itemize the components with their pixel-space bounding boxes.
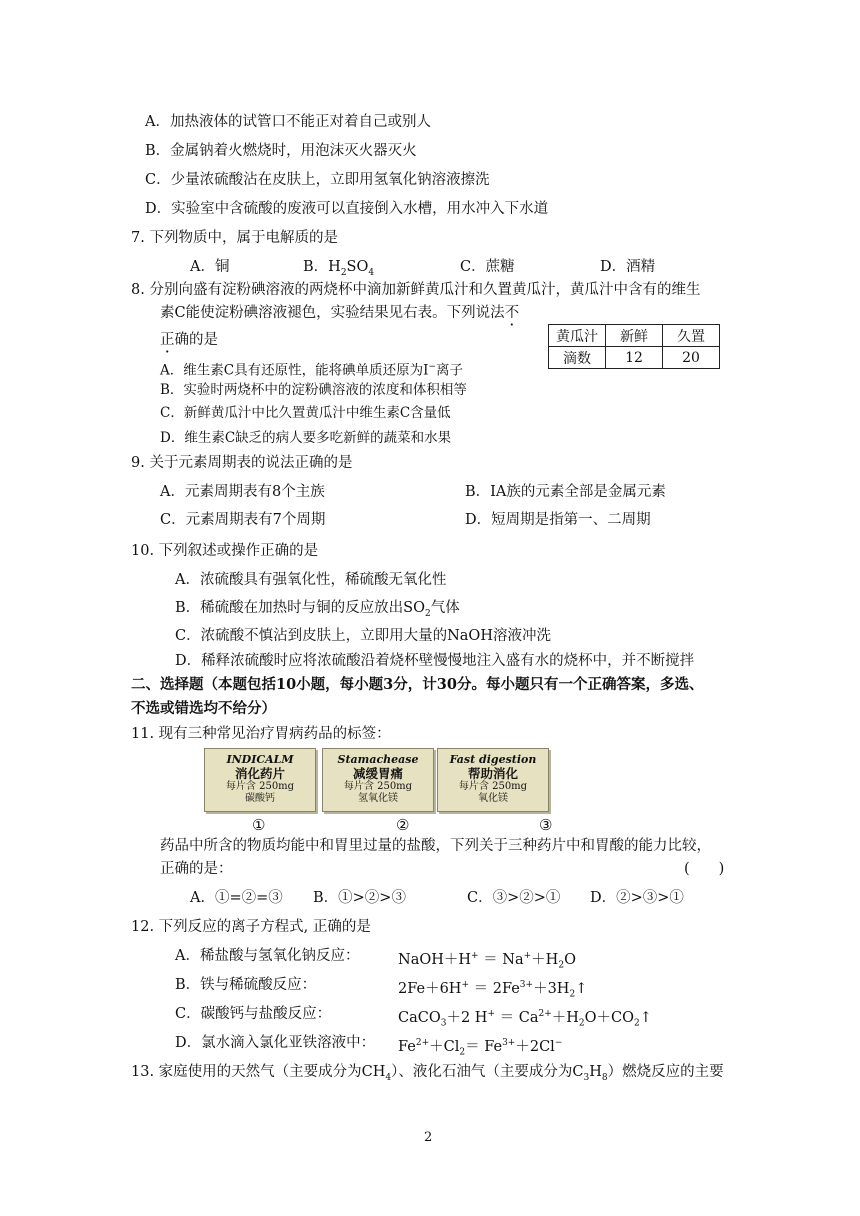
q10-stem: 10. 下列叙述或操作正确的是 — [131, 543, 319, 559]
q12-equation-c: CaCO$_3$＋2 $H^+ = Ca^{2+}+H_2O+CO_2↑$ — [398, 1009, 652, 1029]
q7-option-c: C．蔗糖 — [460, 259, 515, 275]
answer-paren: ( ) — [684, 861, 725, 877]
emphasis-correct: 正 — [160, 332, 175, 348]
q9-option-d: D．短周期是指第一、二周期 — [465, 512, 651, 528]
q12-equation-a: NaOH＋H+ ＝ $Na^++H_2O$ — [398, 951, 576, 971]
q12-option-b: B．铁与稀硫酸反应： — [175, 977, 317, 993]
q11-option-a: A．①=②=③ — [190, 890, 283, 906]
q7-option-d: D．酒精 — [600, 259, 656, 275]
q8-stem-line3: 正确的是 — [160, 332, 218, 348]
q8-stem-line2: 素C能使淀粉碘溶液褪色，实验结果见右表。下列说法不 — [160, 305, 520, 321]
q8-option-a: A．维生素C具有还原性，能将碘单质还原为I−离子 — [160, 362, 463, 379]
medicine-label-3 — [437, 748, 549, 812]
table-header-juice: 黄瓜汁 — [549, 325, 606, 347]
q6-option-c: C．少量浓硫酸沾在皮肤上，立即用氢氧化钠溶液擦洗 — [145, 172, 490, 188]
q7-stem: 7. 下列物质中，属于电解质的是 — [131, 230, 338, 246]
q9-option-a: A．元素周期表有8个主族 — [160, 484, 325, 500]
q10-option-b: B．稀硫酸在加热时与铜的反应放出$SO_2$气体 — [175, 600, 460, 619]
label-number-3: ③ — [539, 816, 553, 834]
q8-option-d: D．维生素C缺乏的病人要多吃新鲜的蔬菜和水果 — [160, 430, 452, 446]
section-heading-line2: 不选或错选均不给分） — [131, 700, 276, 717]
q11-text-line2: 正确的是： — [160, 861, 233, 877]
label-title: 帮助消化 — [467, 766, 518, 781]
q6-option-b: B．金属钠着火燃烧时，用泡沫灭火器灭火 — [145, 143, 417, 159]
table-cell-fresh-drops: 12 — [606, 347, 663, 369]
table-cell-drops: 滴数 — [549, 347, 606, 369]
q9-option-c: C．元素周期表有7个周期 — [160, 512, 326, 528]
label-number-2: ② — [396, 816, 410, 834]
label-title: 消化药片 — [234, 766, 285, 781]
q10-option-d: D．稀释浓硫酸时应将浓硫酸沿着烧杯壁慢慢地注入盛有水的烧杯中，并不断搅拌 — [175, 653, 695, 669]
label-ingredient: 氧化镁 — [478, 793, 508, 804]
q7-option-a: A．铜 — [190, 259, 230, 275]
q11-option-b: B．①>②>③ — [313, 890, 406, 906]
section-heading-line1: 二、选择题（本题包括10小题，每小题3分，计30分。每小题只有一个正确答案，多选、 — [131, 676, 704, 693]
label-dose: 每片含 250mg — [225, 781, 295, 792]
q6-option-d: D．实验室中含硫酸的废液可以直接倒入水槽，用水冲入下水道 — [145, 201, 549, 217]
label-ingredient: 氢氧化镁 — [358, 793, 398, 804]
table-cell-stale-drops: 20 — [663, 347, 720, 369]
q11-text-line1: 药品中所含的物质均能中和胃里过量的盐酸，下列关于三种药片中和胃酸的能力比较， — [160, 838, 711, 854]
emphasis-not: 不 — [504, 305, 520, 321]
table-header-stale: 久置 — [663, 325, 720, 347]
q10-option-a: A．浓硫酸具有强氧化性，稀硫酸无氧化性 — [175, 572, 447, 588]
q6-option-a: A．加热液体的试管口不能正对着自己或别人 — [145, 114, 431, 130]
q7-option-b: B．$H_2SO_4$ — [303, 259, 375, 278]
cucumber-juice-table — [548, 324, 720, 369]
q8-option-b: B．实验时两烧杯中的淀粉碘溶液的浓度和体积相等 — [160, 382, 467, 398]
q11-option-d: D．②>③>① — [590, 890, 684, 906]
q10-option-c: C．浓硫酸不慎沾到皮肤上，立即用大量的NaOH溶液冲洗 — [175, 628, 551, 644]
table-row — [549, 347, 720, 369]
medicine-label-1 — [204, 748, 316, 812]
q12-option-d: D．氯水滴入氯化亚铁溶液中： — [175, 1035, 376, 1051]
q12-option-a: A．稀盐酸与氢氧化钠反应： — [175, 948, 360, 964]
q11-option-c: C．③>②>① — [467, 890, 561, 906]
label-number-1: ① — [252, 816, 266, 834]
q8-option-c: C．新鲜黄瓜汁中比久置黄瓜汁中维生素C含量低 — [160, 405, 451, 421]
q12-equation-b: $2Fe+6H^+ = 2Fe^{3+}+3H_2↑$ — [398, 980, 588, 1000]
q11-stem: 11. 现有三种常见治疗胃病药品的标签： — [131, 726, 391, 742]
medicine-label-2 — [322, 748, 434, 812]
label-brand: INDICALM — [226, 753, 294, 766]
q12-equation-d: $Fe^{2+}+Cl_2= Fe^{3+}+2Cl^-$ — [398, 1038, 563, 1058]
table-header-fresh: 新鲜 — [606, 325, 663, 347]
q8-stem-line1: 8. 分别向盛有淀粉碘溶液的两烧杯中滴加新鲜黄瓜汁和久置黄瓜汁，黄瓜汁中含有的维生 — [131, 282, 701, 298]
q12-option-c: C．碳酸钙与盐酸反应： — [175, 1006, 332, 1022]
page-number: 2 — [424, 1130, 433, 1145]
q9-stem: 9. 关于元素周期表的说法正确的是 — [131, 455, 353, 471]
label-dose: 每片含 250mg — [343, 781, 413, 792]
label-brand: Stamachease — [337, 753, 419, 766]
q9-option-b: B．ⅠA族的元素全部是金属元素 — [465, 484, 666, 500]
label-title: 减缓胃痛 — [352, 766, 403, 781]
q12-stem: 12. 下列反应的离子方程式, 正确的是 — [131, 919, 371, 935]
q13-stem: 13. 家庭使用的天然气（主要成分为$CH_4$）、液化石油气（主要成分为$C_3H_8$）燃烧反应的主要 — [131, 1064, 724, 1083]
label-ingredient: 碳酸钙 — [245, 793, 275, 804]
label-brand: Fast digestion — [449, 753, 537, 766]
table-row — [549, 325, 720, 347]
label-dose: 每片含 250mg — [458, 781, 528, 792]
